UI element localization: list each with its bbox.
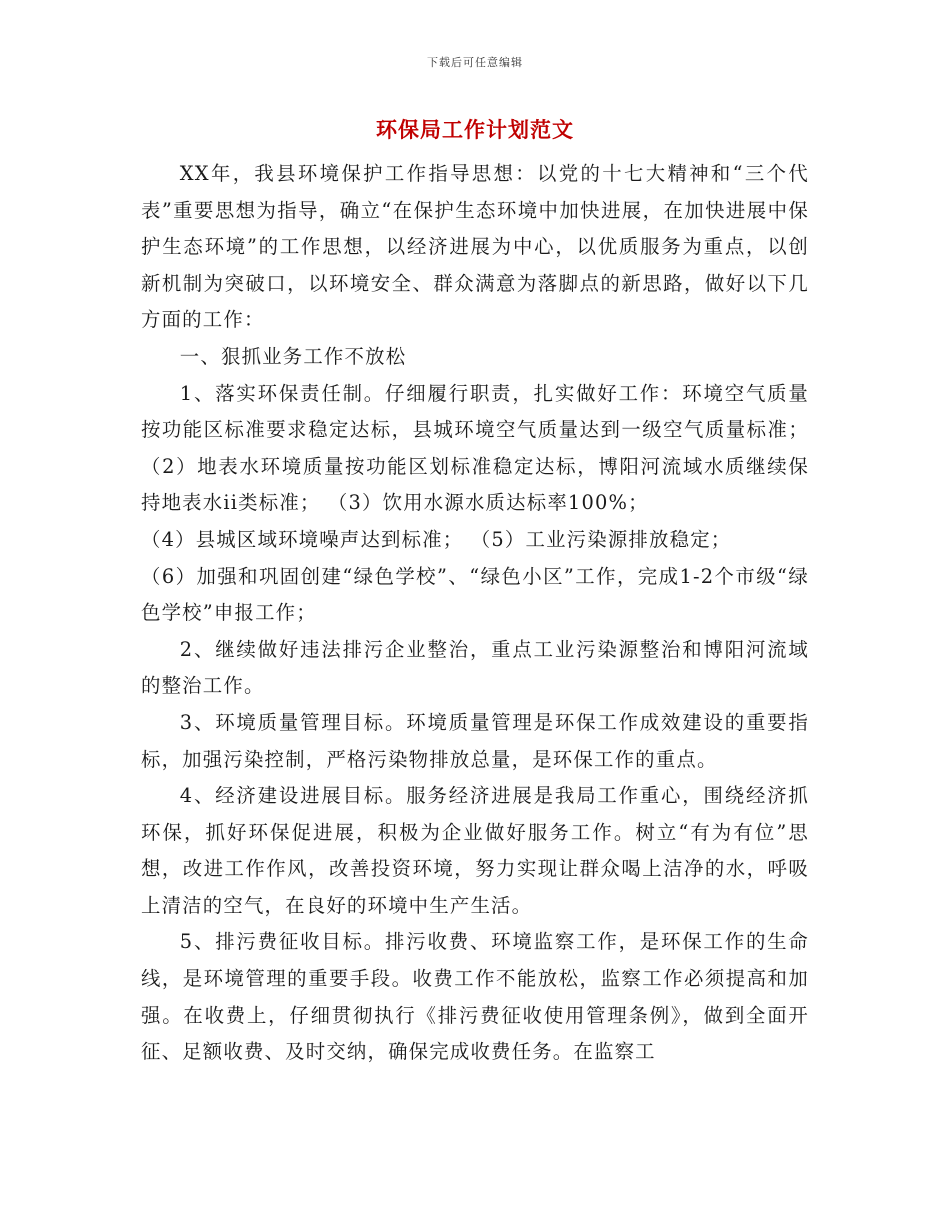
- paragraph-item-1-cont-a: （4）县城区域环境噪声达到标准； （5）工业污染源排放稳定；: [141, 527, 732, 551]
- document-title: 环保局工作计划范文: [376, 117, 574, 142]
- document-body: [141, 156, 809, 1071]
- page-header-note: 下载后可任意编辑: [427, 56, 523, 69]
- paragraph-item-2: 2、继续做好违法排污企业整治，重点工业污染源整治和博阳河流域的整治工作。: [141, 637, 809, 698]
- paragraph-intro: XX年，我县环境保护工作指导思想：以党的十七大精神和“三个代表”重要思想为指导，确立“在保护生态环境中加快进展，在加快进展中保护生态环境”的工作思想，以经济进展为中心，以优质服务为重点，以创新机制为突破口，以环境安全、群众满意为落脚点的新思路，做好以下几方面的工作：: [141, 162, 809, 332]
- paragraph-item-5: 5、排污费征收目标。排污收费、环境监察工作，是环保工作的生命线，是环境管理的重要手段。收费工作不能放松，监察工作必须提高和加强。在收费上，仔细贯彻执行《排污费征收使用管理条例》，做到全面开征、足额收费、及时交纳，确保完成收费任务。在监察工: [141, 930, 809, 1064]
- paragraph-item-3: 3、环境质量管理目标。环境质量管理是环保工作成效建设的重要指标，加强污染控制，严格污染物排放总量，是环保工作的重点。: [141, 710, 809, 771]
- paragraph-item-4: 4、经济建设进展目标。服务经济进展是我局工作重心，围绕经济抓环保，抓好环保促进展，积极为企业做好服务工作。树立“有为有位”思想，改进工作作风，改善投资环境，努力实现让群众喝上洁净的水，呼吸上清洁的空气，在良好的环境中生产生活。: [141, 784, 809, 917]
- section-heading: 一、狠抓业务工作不放松: [179, 344, 407, 368]
- paragraph-item-1-cont-b: （6）加强和巩固创建“绿色学校”、“绿色小区”工作，完成1-2个市级“绿色学校”申报工作；: [141, 564, 809, 625]
- paragraph-item-1: 1、落实环保责任制。仔细履行职责，扎实做好工作：环境空气质量按功能区标准要求稳定达标，县城环境空气质量达到一级空气质量标准； （2）地表水环境质量按功能区划标准稳定达标，博阳河流域水质继续保持地表水ii类标准； （3）饮用水源水质达标率100%；: [141, 381, 809, 515]
